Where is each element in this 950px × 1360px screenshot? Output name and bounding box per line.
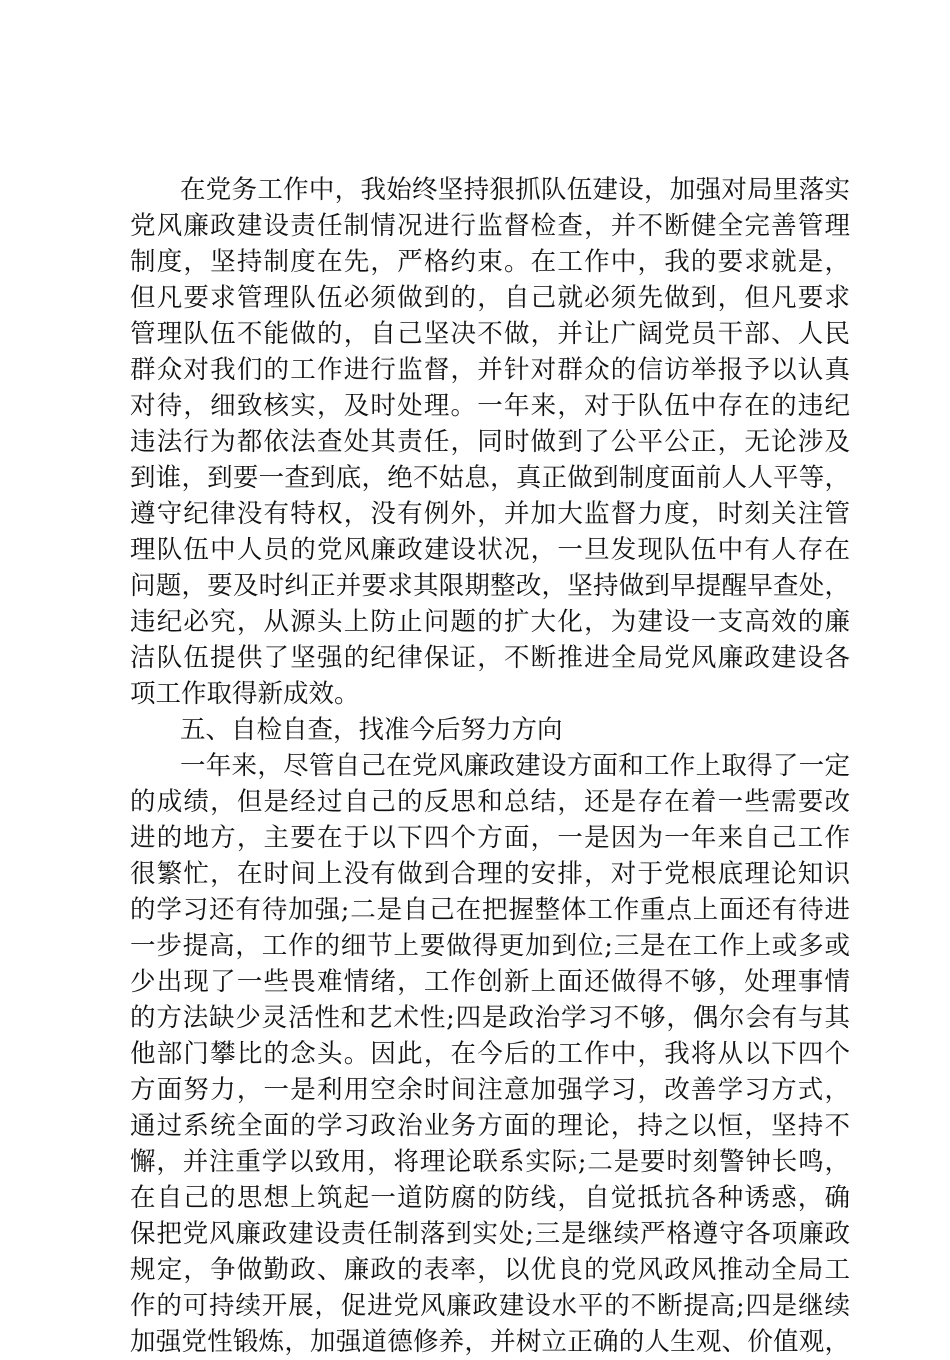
paragraph-line: 群众对我们的工作进行监督，并针对群众的信访举报予以认真 (130, 355, 850, 385)
paragraph-line: 洁队伍提供了坚强的纪律保证，不断推进全局党风廉政建设各 (130, 643, 850, 673)
paragraph-line: 的学习还有待加强;二是自己在把握整体工作重点上面还有待进 (130, 895, 850, 925)
paragraph-line: 很繁忙，在时间上没有做到合理的安排，对于党根底理论知识 (130, 859, 850, 889)
paragraph-line: 制度，坚持制度在先，严格约束。在工作中，我的要求就是， (130, 247, 850, 277)
paragraph-line: 加强党性锻炼，加强道德修养，并树立正确的人生观、价值观， (130, 1327, 850, 1357)
paragraph-line: 违法行为都依法查处其责任，同时做到了公平公正，无论涉及 (130, 427, 850, 457)
paragraph-line: 但凡要求管理队伍必须做到的，自己就必须先做到，但凡要求 (130, 283, 850, 313)
paragraph-line: 问题，要及时纠正并要求其限期整改，坚持做到早提醒早查处， (130, 571, 850, 601)
paragraph-line: 遵守纪律没有特权，没有例外，并加大监督力度，时刻关注管 (130, 499, 850, 529)
paragraph-line: 进的地方，主要在于以下四个方面，一是因为一年来自己工作 (130, 823, 850, 853)
paragraph-line: 党风廉政建设责任制情况进行监督检查，并不断健全完善管理 (130, 211, 850, 241)
paragraph-line: 作的可持续开展，促进党风廉政建设水平的不断提高;四是继续 (130, 1291, 850, 1321)
paragraph-line: 理队伍中人员的党风廉政建设状况，一旦发现队伍中有人存在 (130, 535, 850, 565)
paragraph-line: 到谁，到要一查到底，绝不姑息，真正做到制度面前人人平等， (130, 463, 850, 493)
paragraph-line: 少出现了一些畏难情绪，工作创新上面还做得不够，处理事情 (130, 967, 850, 997)
paragraph-line: 违纪必究，从源头上防止问题的扩大化，为建设一支高效的廉 (130, 607, 850, 637)
paragraph-line: 规定，争做勤政、廉政的表率，以优良的党风政风推动全局工 (130, 1255, 850, 1285)
paragraph-line: 对待，细致核实，及时处理。一年来，对于队伍中存在的违纪 (130, 391, 850, 421)
paragraph-line: 的成绩，但是经过自己的反思和总结，还是存在着一些需要改 (130, 787, 850, 817)
section-heading: 五、自检自查，找准今后努力方向 (180, 715, 563, 745)
paragraph-line: 管理队伍不能做的，自己坚决不做，并让广阔党员干部、人民 (130, 319, 850, 349)
paragraph-line: 项工作取得新成效。 (130, 679, 360, 709)
paragraph-line: 方面努力，一是利用空余时间注意加强学习，改善学习方式， (130, 1075, 850, 1105)
paragraph-line: 的方法缺少灵活性和艺术性;四是政治学习不够，偶尔会有与其 (130, 1003, 850, 1033)
paragraph-line: 在党务工作中，我始终坚持狠抓队伍建设，加强对局里落实 (180, 175, 850, 205)
paragraph-line: 保把党风廉政建设责任制落到实处;三是继续严格遵守各项廉政 (130, 1219, 850, 1249)
paragraph-line: 一步提高，工作的细节上要做得更加到位;三是在工作上或多或 (130, 931, 850, 961)
paragraph-line: 懈，并注重学以致用，将理论联系实际;二是要时刻警钟长鸣， (130, 1147, 850, 1177)
paragraph-line: 在自己的思想上筑起一道防腐的防线，自觉抵抗各种诱惑，确 (130, 1183, 850, 1213)
paragraph-line: 一年来，尽管自己在党风廉政建设方面和工作上取得了一定 (180, 751, 850, 781)
document-body (130, 172, 850, 1360)
paragraph-line: 他部门攀比的念头。因此，在今后的工作中，我将从以下四个 (130, 1039, 850, 1069)
paragraph-line: 通过系统全面的学习政治业务方面的理论，持之以恒，坚持不 (130, 1111, 850, 1141)
